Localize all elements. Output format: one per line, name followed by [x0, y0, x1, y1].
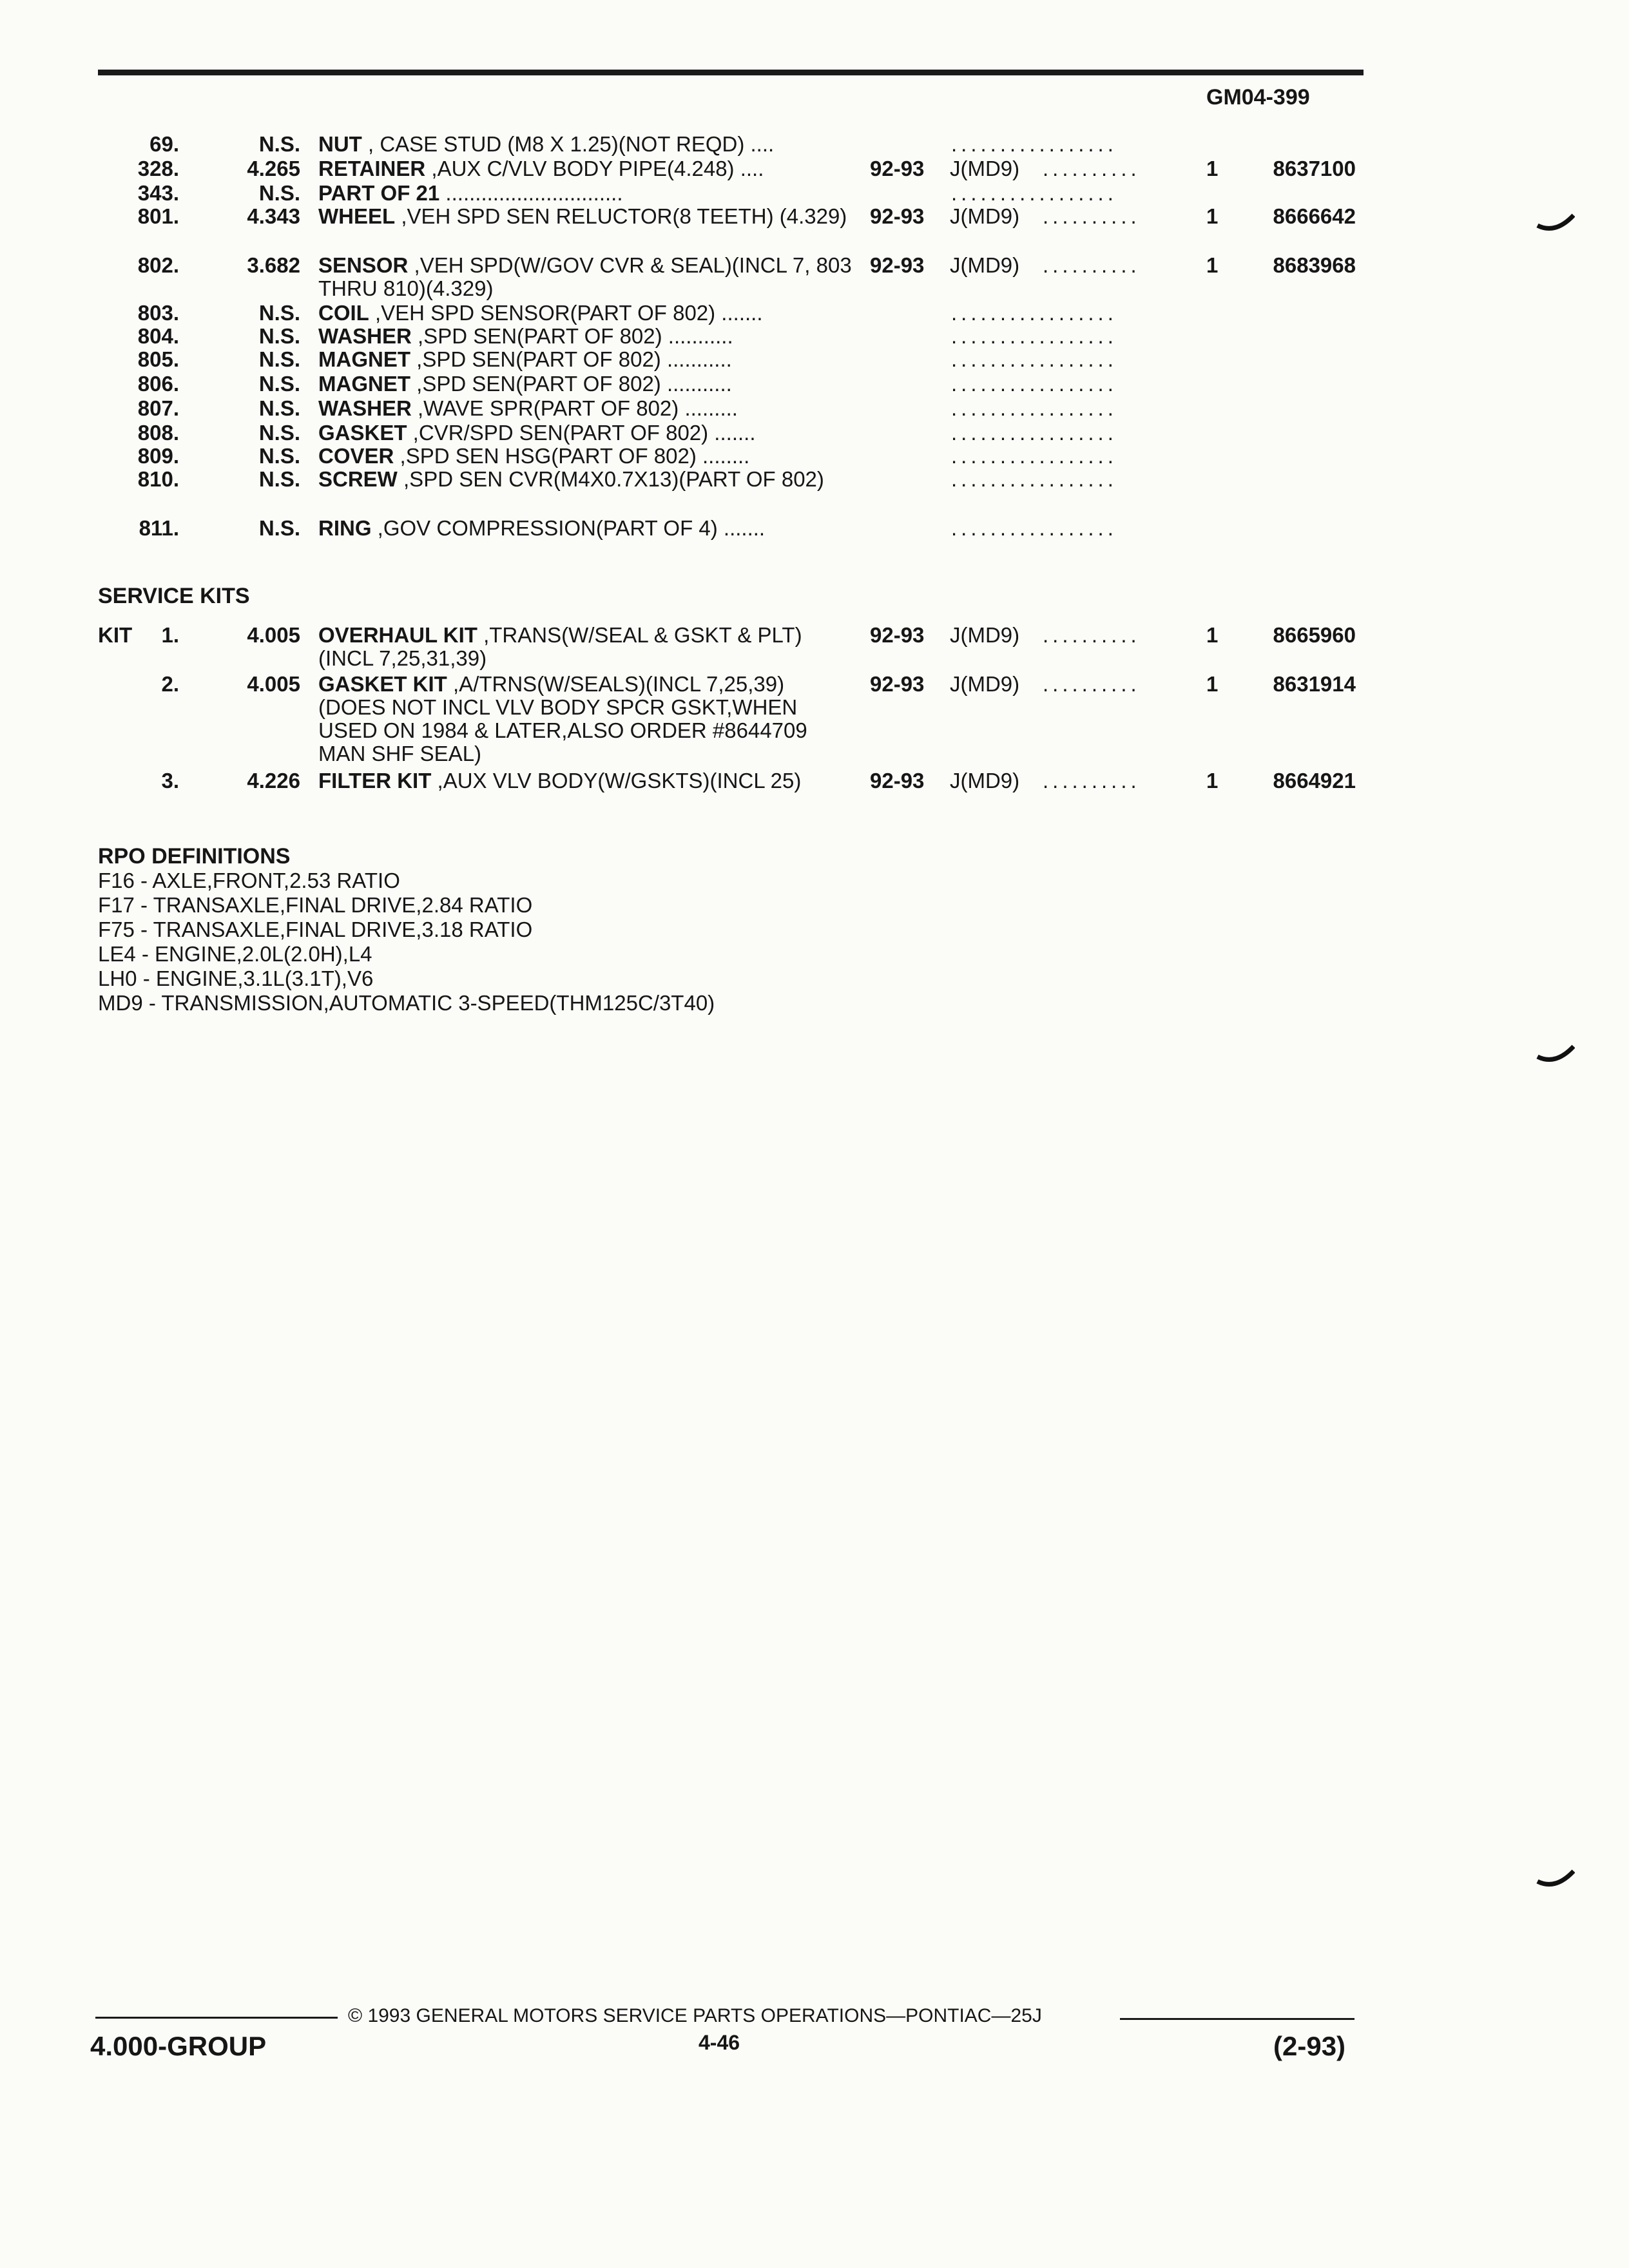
quantity: 1	[1206, 157, 1219, 180]
item-number: 805.	[137, 347, 179, 371]
binder-mark	[1536, 213, 1575, 238]
series-code: J(MD9)	[950, 157, 1020, 180]
illustration-ref: N.S.	[258, 347, 300, 371]
item-number: 69.	[149, 132, 179, 156]
item-description	[318, 302, 853, 325]
item-number: 803.	[137, 301, 179, 325]
leader-dots: ..........	[1043, 672, 1141, 696]
item-name: GASKET	[318, 421, 407, 445]
leader-dots: .................	[951, 444, 1117, 468]
item-name: RING	[318, 516, 372, 540]
item-name: MAGNET	[318, 347, 410, 371]
kit-description	[318, 624, 853, 670]
part-number: 8665960	[1273, 623, 1356, 647]
item-number: 809.	[137, 444, 179, 468]
rpo-definitions-title: RPO DEFINITIONS	[98, 844, 291, 869]
item-description	[318, 397, 853, 420]
kit-description	[318, 673, 853, 765]
illustration-ref: N.S.	[258, 396, 300, 420]
model-years: 92-93	[870, 157, 925, 180]
item-name: COVER	[318, 444, 394, 468]
item-description	[318, 517, 853, 540]
footer-rule-left	[95, 2017, 338, 2019]
item-description	[318, 157, 853, 180]
item-detail: ,WAVE SPR(PART OF 802) .........	[411, 396, 738, 420]
footer-rule-right	[1120, 2018, 1354, 2020]
kit-number: 2.	[161, 672, 179, 696]
leader-dots: .................	[951, 181, 1117, 205]
quantity: 1	[1206, 769, 1219, 793]
quantity: 1	[1206, 672, 1219, 696]
part-number: 8631914	[1273, 672, 1356, 696]
footer-page-number: 4-46	[699, 2031, 740, 2054]
model-years: 92-93	[870, 204, 925, 228]
item-number: 802.	[137, 253, 179, 277]
series-code: J(MD9)	[950, 672, 1020, 696]
leader-dots: ..........	[1043, 253, 1141, 277]
item-detail: ,SPD SEN CVR(M4X0.7X13)(PART OF 802)	[397, 467, 824, 491]
rpo-definition: LE4 - ENGINE,2.0L(2.0H),L4	[98, 942, 372, 966]
model-years: 92-93	[870, 253, 925, 277]
item-detail: ..............................	[439, 181, 623, 205]
illustration-ref: N.S.	[258, 516, 300, 540]
part-number: 8664921	[1273, 769, 1356, 793]
leader-dots: ..........	[1043, 204, 1141, 228]
item-name: SCREW	[318, 467, 398, 491]
document-code: GM04-399	[1206, 85, 1310, 110]
series-code: J(MD9)	[950, 623, 1020, 647]
item-description	[318, 182, 853, 205]
part-number: 8666642	[1273, 204, 1356, 228]
top-rule	[98, 70, 1364, 75]
rpo-definition: F75 - TRANSAXLE,FINAL DRIVE,3.18 RATIO	[98, 918, 533, 941]
illustration-ref: N.S.	[258, 467, 300, 491]
item-name: WASHER	[318, 396, 412, 420]
item-number: 804.	[137, 324, 179, 348]
item-name: WHEEL	[318, 204, 396, 228]
leader-dots: ..........	[1043, 769, 1141, 793]
illustration-ref: N.S.	[258, 421, 300, 445]
footer-date: (2-93)	[1273, 2031, 1346, 2061]
model-years: 92-93	[870, 623, 925, 647]
item-name: RETAINER	[318, 157, 426, 180]
model-years: 92-93	[870, 672, 925, 696]
kit-label: KIT	[98, 623, 133, 647]
item-detail: ,VEH SPD(W/GOV CVR & SEAL)(INCL 7, 803 THRU 810)(4.329)	[318, 253, 852, 300]
illustration-ref: 4.226	[247, 769, 300, 793]
kit-description	[318, 769, 853, 793]
kit-detail: ,TRANS(W/SEAL & GSKT & PLT)(INCL 7,25,31,39)	[318, 623, 802, 670]
illustration-ref: N.S.	[258, 181, 300, 205]
item-name: MAGNET	[318, 372, 410, 396]
series-code: J(MD9)	[950, 769, 1020, 793]
leader-dots: .................	[951, 396, 1117, 420]
item-detail: ,SPD SEN(PART OF 802) ...........	[411, 324, 733, 348]
item-detail: ,GOV COMPRESSION(PART OF 4) .......	[371, 516, 766, 540]
item-number: 328.	[137, 157, 179, 180]
item-description	[318, 421, 853, 445]
service-kits-title: SERVICE KITS	[98, 584, 250, 608]
item-name: WASHER	[318, 324, 412, 348]
footer-group: 4.000-GROUP	[90, 2031, 267, 2061]
model-years: 92-93	[870, 769, 925, 793]
kit-name: FILTER KIT	[318, 769, 432, 793]
series-code: J(MD9)	[950, 204, 1020, 228]
item-description	[318, 372, 853, 396]
item-detail: ,VEH SPD SEN RELUCTOR(8 TEETH) (4.329)	[395, 204, 847, 228]
leader-dots: ..........	[1043, 157, 1141, 180]
rpo-definition: MD9 - TRANSMISSION,AUTOMATIC 3-SPEED(THM125C/3T40)	[98, 991, 715, 1015]
rpo-definition: F17 - TRANSAXLE,FINAL DRIVE,2.84 RATIO	[98, 893, 533, 917]
leader-dots: .................	[951, 467, 1117, 491]
footer-copyright: © 1993 GENERAL MOTORS SERVICE PARTS OPERATIONS—PONTIAC—25J	[348, 2005, 1042, 2026]
item-description	[318, 445, 853, 468]
item-number: 810.	[137, 467, 179, 491]
series-code: J(MD9)	[950, 253, 1020, 277]
kit-detail: ,AUX VLV BODY(W/GSKTS)(INCL 25)	[431, 769, 802, 793]
item-number: 801.	[137, 204, 179, 228]
item-number: 808.	[137, 421, 179, 445]
item-description	[318, 325, 853, 348]
item-number: 806.	[137, 372, 179, 396]
leader-dots: .................	[951, 301, 1117, 325]
item-name: PART OF 21	[318, 181, 440, 205]
item-detail: ,VEH SPD SENSOR(PART OF 802) .......	[369, 301, 763, 325]
illustration-ref: 3.682	[247, 253, 300, 277]
item-name: NUT	[318, 132, 362, 156]
item-detail: ,SPD SEN(PART OF 802) ...........	[410, 372, 732, 396]
illustration-ref: 4.343	[247, 204, 300, 228]
kit-name: OVERHAUL KIT	[318, 623, 477, 647]
item-number: 807.	[137, 396, 179, 420]
item-description	[318, 468, 853, 491]
quantity: 1	[1206, 204, 1219, 228]
kit-detail: ,A/TRNS(W/SEALS)(INCL 7,25,39) (DOES NOT INCL VLV BODY SPCR GSKT,WHEN USED ON 1984 & LATER,ALSO ORDER #8644709 MAN SHF SEAL)	[318, 672, 807, 765]
item-description	[318, 348, 853, 371]
leader-dots: .................	[951, 132, 1117, 156]
leader-dots: ..........	[1043, 623, 1141, 647]
item-detail: , CASE STUD (M8 X 1.25)(NOT REQD) ....	[361, 132, 775, 156]
illustration-ref: N.S.	[258, 444, 300, 468]
illustration-ref: N.S.	[258, 372, 300, 396]
part-number: 8683968	[1273, 253, 1356, 277]
leader-dots: .................	[951, 324, 1117, 348]
item-detail: ,SPD SEN HSG(PART OF 802) ........	[394, 444, 750, 468]
item-number: 811.	[139, 516, 179, 540]
item-detail: ,AUX C/VLV BODY PIPE(4.248) ....	[425, 157, 764, 180]
illustration-ref: N.S.	[258, 132, 300, 156]
item-detail: ,CVR/SPD SEN(PART OF 802) .......	[407, 421, 756, 445]
item-description	[318, 205, 853, 228]
item-number: 343.	[137, 181, 179, 205]
binder-mark	[1536, 1869, 1575, 1894]
item-description	[318, 254, 853, 300]
quantity: 1	[1206, 253, 1219, 277]
leader-dots: .................	[951, 421, 1117, 445]
kit-number: 3.	[161, 769, 179, 793]
leader-dots: .................	[951, 347, 1117, 371]
item-name: COIL	[318, 301, 369, 325]
kit-number: 1.	[161, 623, 179, 647]
part-number: 8637100	[1273, 157, 1356, 180]
illustration-ref: N.S.	[258, 324, 300, 348]
rpo-definition: LH0 - ENGINE,3.1L(3.1T),V6	[98, 966, 374, 990]
illustration-ref: N.S.	[258, 301, 300, 325]
leader-dots: .................	[951, 516, 1117, 540]
item-detail: ,SPD SEN(PART OF 802) ...........	[410, 347, 732, 371]
item-description	[318, 133, 853, 156]
rpo-definition: F16 - AXLE,FRONT,2.53 RATIO	[98, 869, 400, 892]
item-name: SENSOR	[318, 253, 409, 277]
binder-mark	[1536, 1044, 1575, 1070]
illustration-ref: 4.005	[247, 672, 300, 696]
illustration-ref: 4.005	[247, 623, 300, 647]
kit-name: GASKET KIT	[318, 672, 447, 696]
illustration-ref: 4.265	[247, 157, 300, 180]
quantity: 1	[1206, 623, 1219, 647]
leader-dots: .................	[951, 372, 1117, 396]
